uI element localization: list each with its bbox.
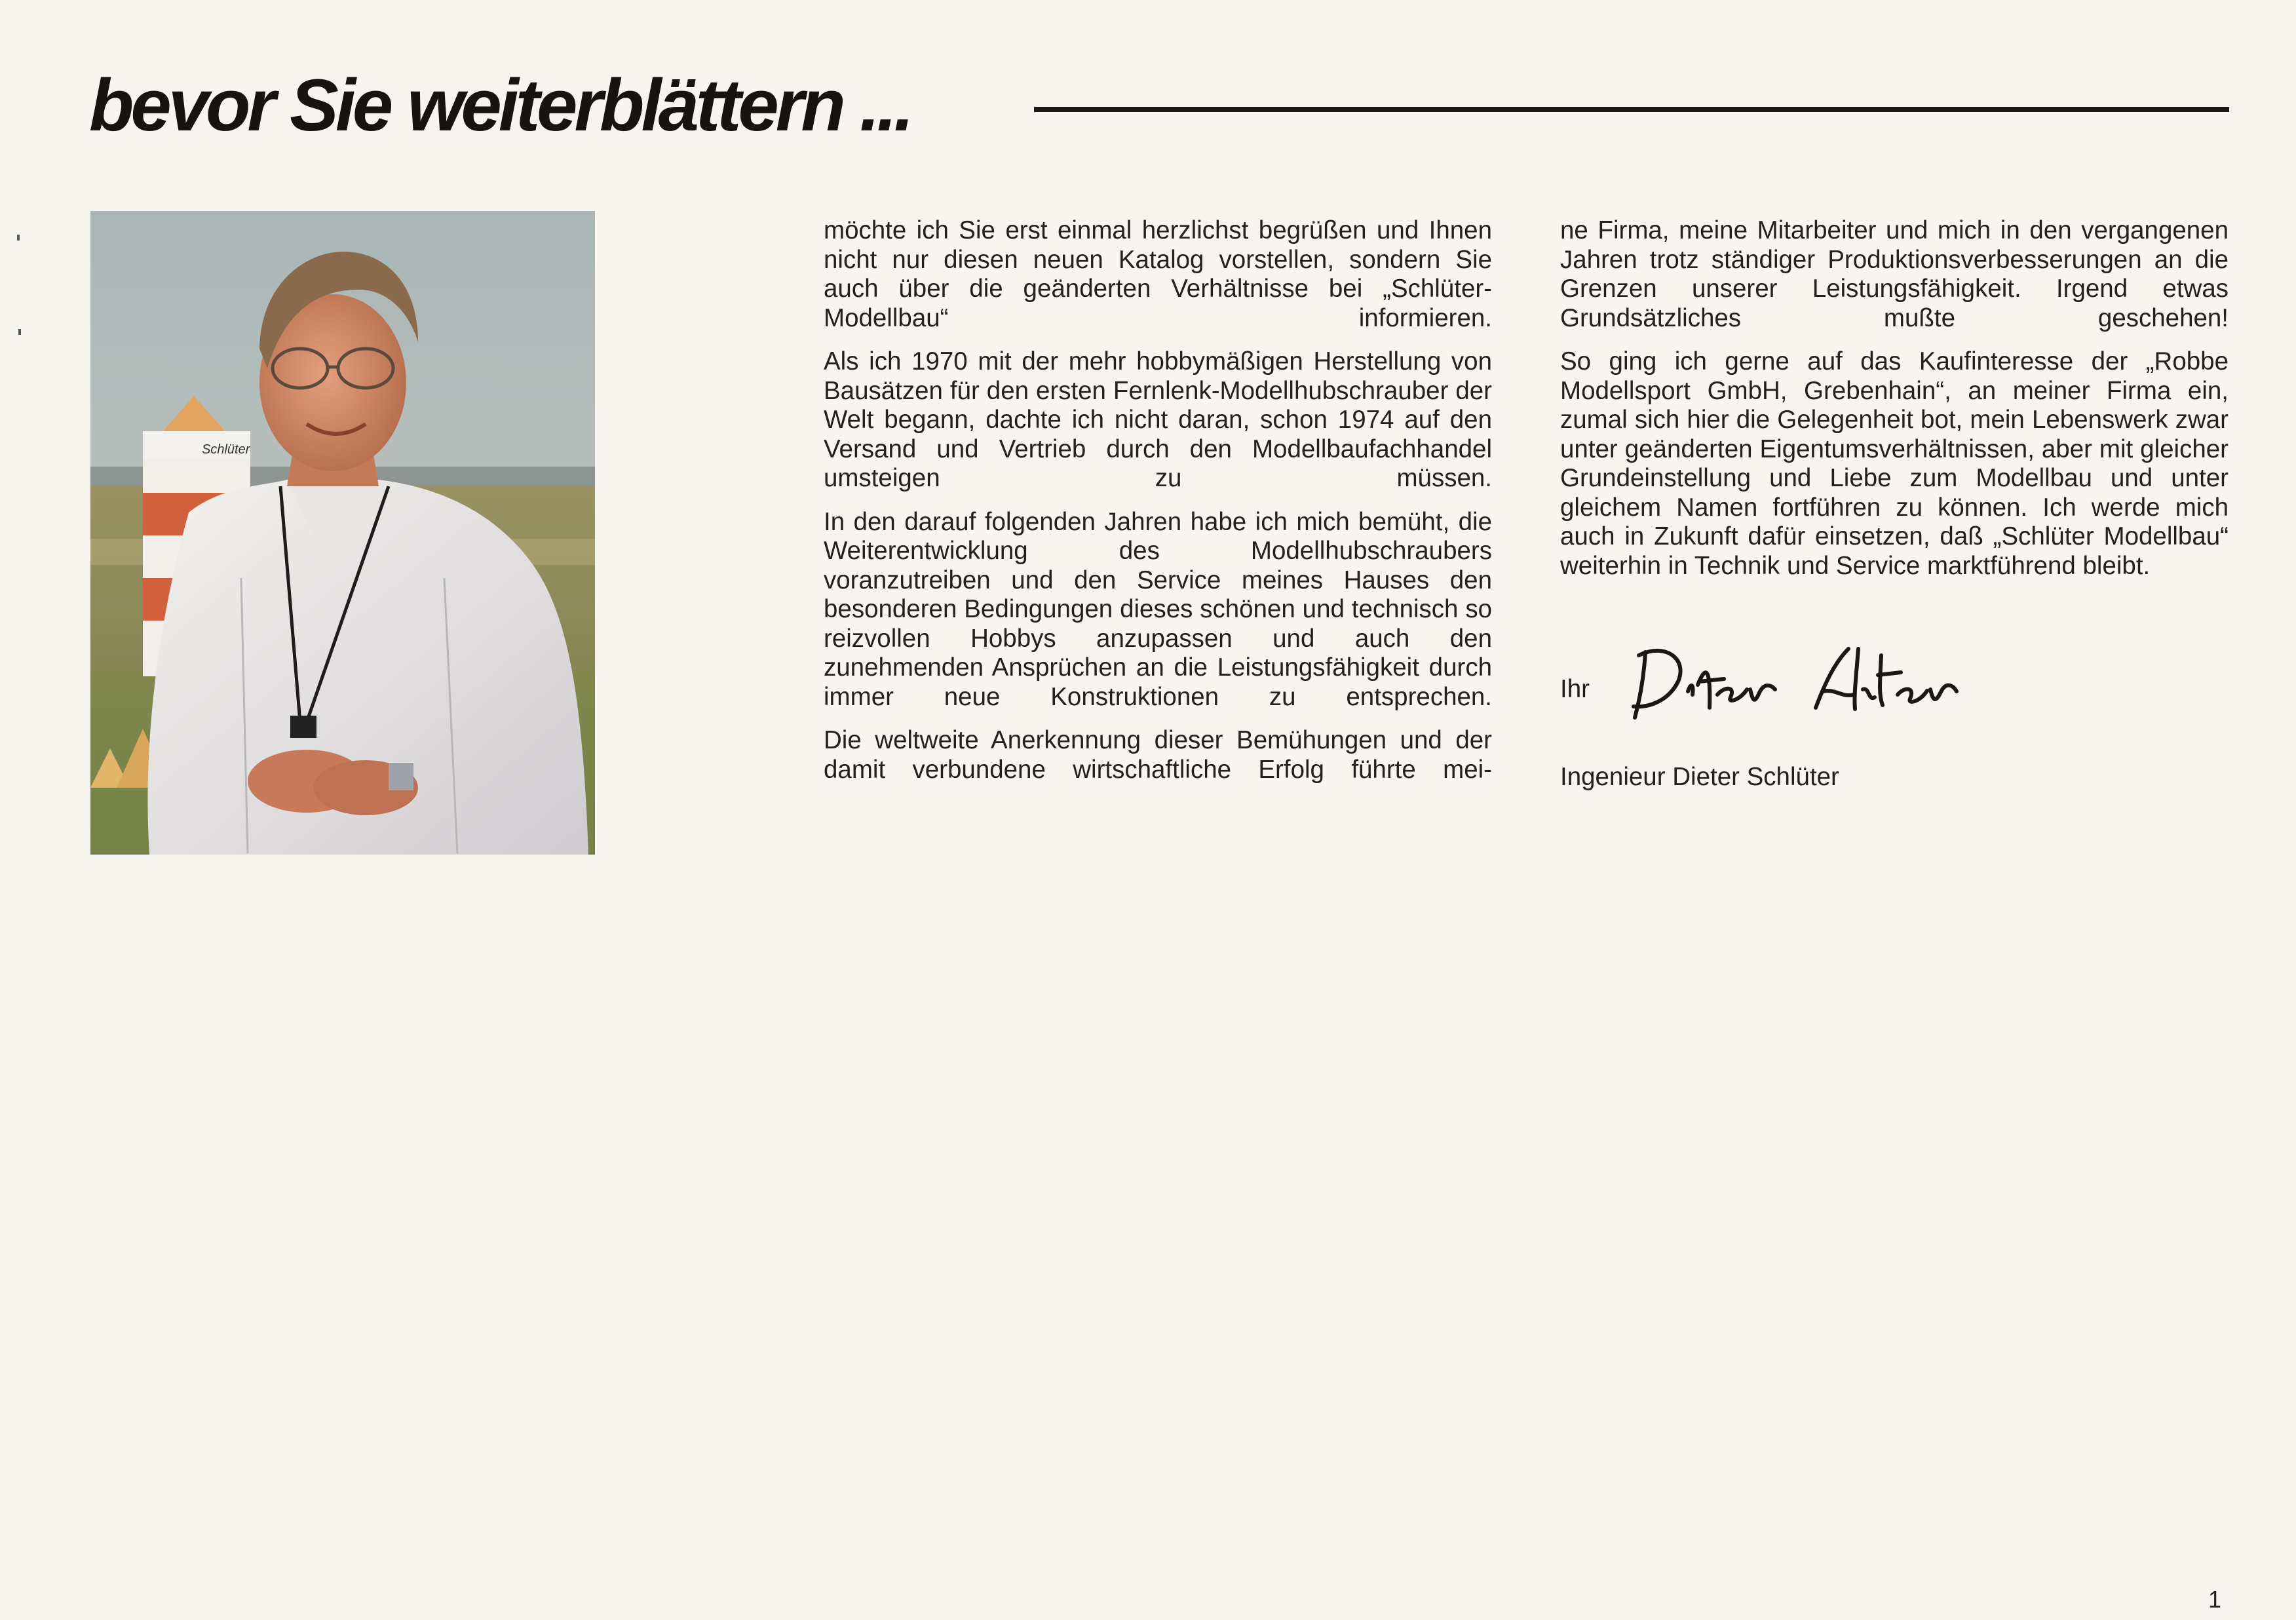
scan-mark (18, 329, 21, 335)
paragraph: Die weltweite Anerkennung dieser Bemühungen und der damit verbundene wirtschaftliche Erfolg führte mei- (824, 726, 1492, 784)
portrait-photo (90, 211, 595, 855)
signer-name: Ingenieur Dieter Schlüter (1560, 763, 1839, 791)
paragraph: möchte ich Sie erst einmal herzlichst begrüßen und Ihnen nicht nur diesen neuen Katalog vorstellen, sondern Sie auch über die geänderten Verhältnisse bei „Schlüter-Modellbau“ informieren. (824, 216, 1492, 332)
paragraph: So ging ich gerne auf das Kaufinteresse der „Robbe Modellsport GmbH, Grebenhain“, an meiner Firma ein, zumal sich hier die Gelegenheit bot, mein Lebenswerk zwar unter geänderten Eigentumsverhältnissen, aber mit gleicher Grundeinstellung und Liebe zum Modellbau und unter gleichem Namen fortführen zu können. Ich werde mich auch in Zukunft dafür einsetzen, daß „Schlüter Modellbau“ weiterhin in Technik und Service marktführend bleibt. (1560, 347, 2229, 580)
paragraph: In den darauf folgenden Jahren habe ich mich bemüht, die Weiterentwicklung des Modellhubschraubers voranzutreiben und den Service meines Hauses den besonderen Bedingungen dieses schönen und technisch so reizvollen Hobbys anzupassen und auch den zunehmenden Ansprüchen an die Leistungsfähigkeit durch immer neue Konstruktionen zu entsprechen. (824, 507, 1492, 711)
paragraph: Als ich 1970 mit der mehr hobbymäßigen Herstellung von Bausätzen für den ersten Fernlenk-Modellhubschrauber der Welt begann, dachte ich nicht daran, schon 1974 auf den Versand und Vertrieb durch den Modellbaufachhandel umsteigen zu müssen. (824, 347, 1492, 492)
headline-rule (1034, 107, 2229, 112)
salutation: Ihr (1560, 675, 1590, 703)
closing-block (1560, 629, 2229, 760)
page-number: 1 (2208, 1586, 2222, 1613)
text-column-middle (824, 216, 1492, 799)
page-headline: bevor Sie weiterblättern ... (89, 64, 911, 146)
text-column-right (1560, 216, 2229, 595)
pylon-sign-text: Schlüter (202, 442, 250, 457)
scan-mark (17, 235, 20, 241)
handwritten-signature (1626, 629, 1966, 727)
paragraph: ne Firma, meine Mitarbeiter und mich in den vergangenen Jahren trotz ständiger Produktionsverbesserungen an die Grenzen unserer Leistungsfähigkeit. Irgend etwas Grundsätzliches mußte geschehen! (1560, 216, 2229, 332)
